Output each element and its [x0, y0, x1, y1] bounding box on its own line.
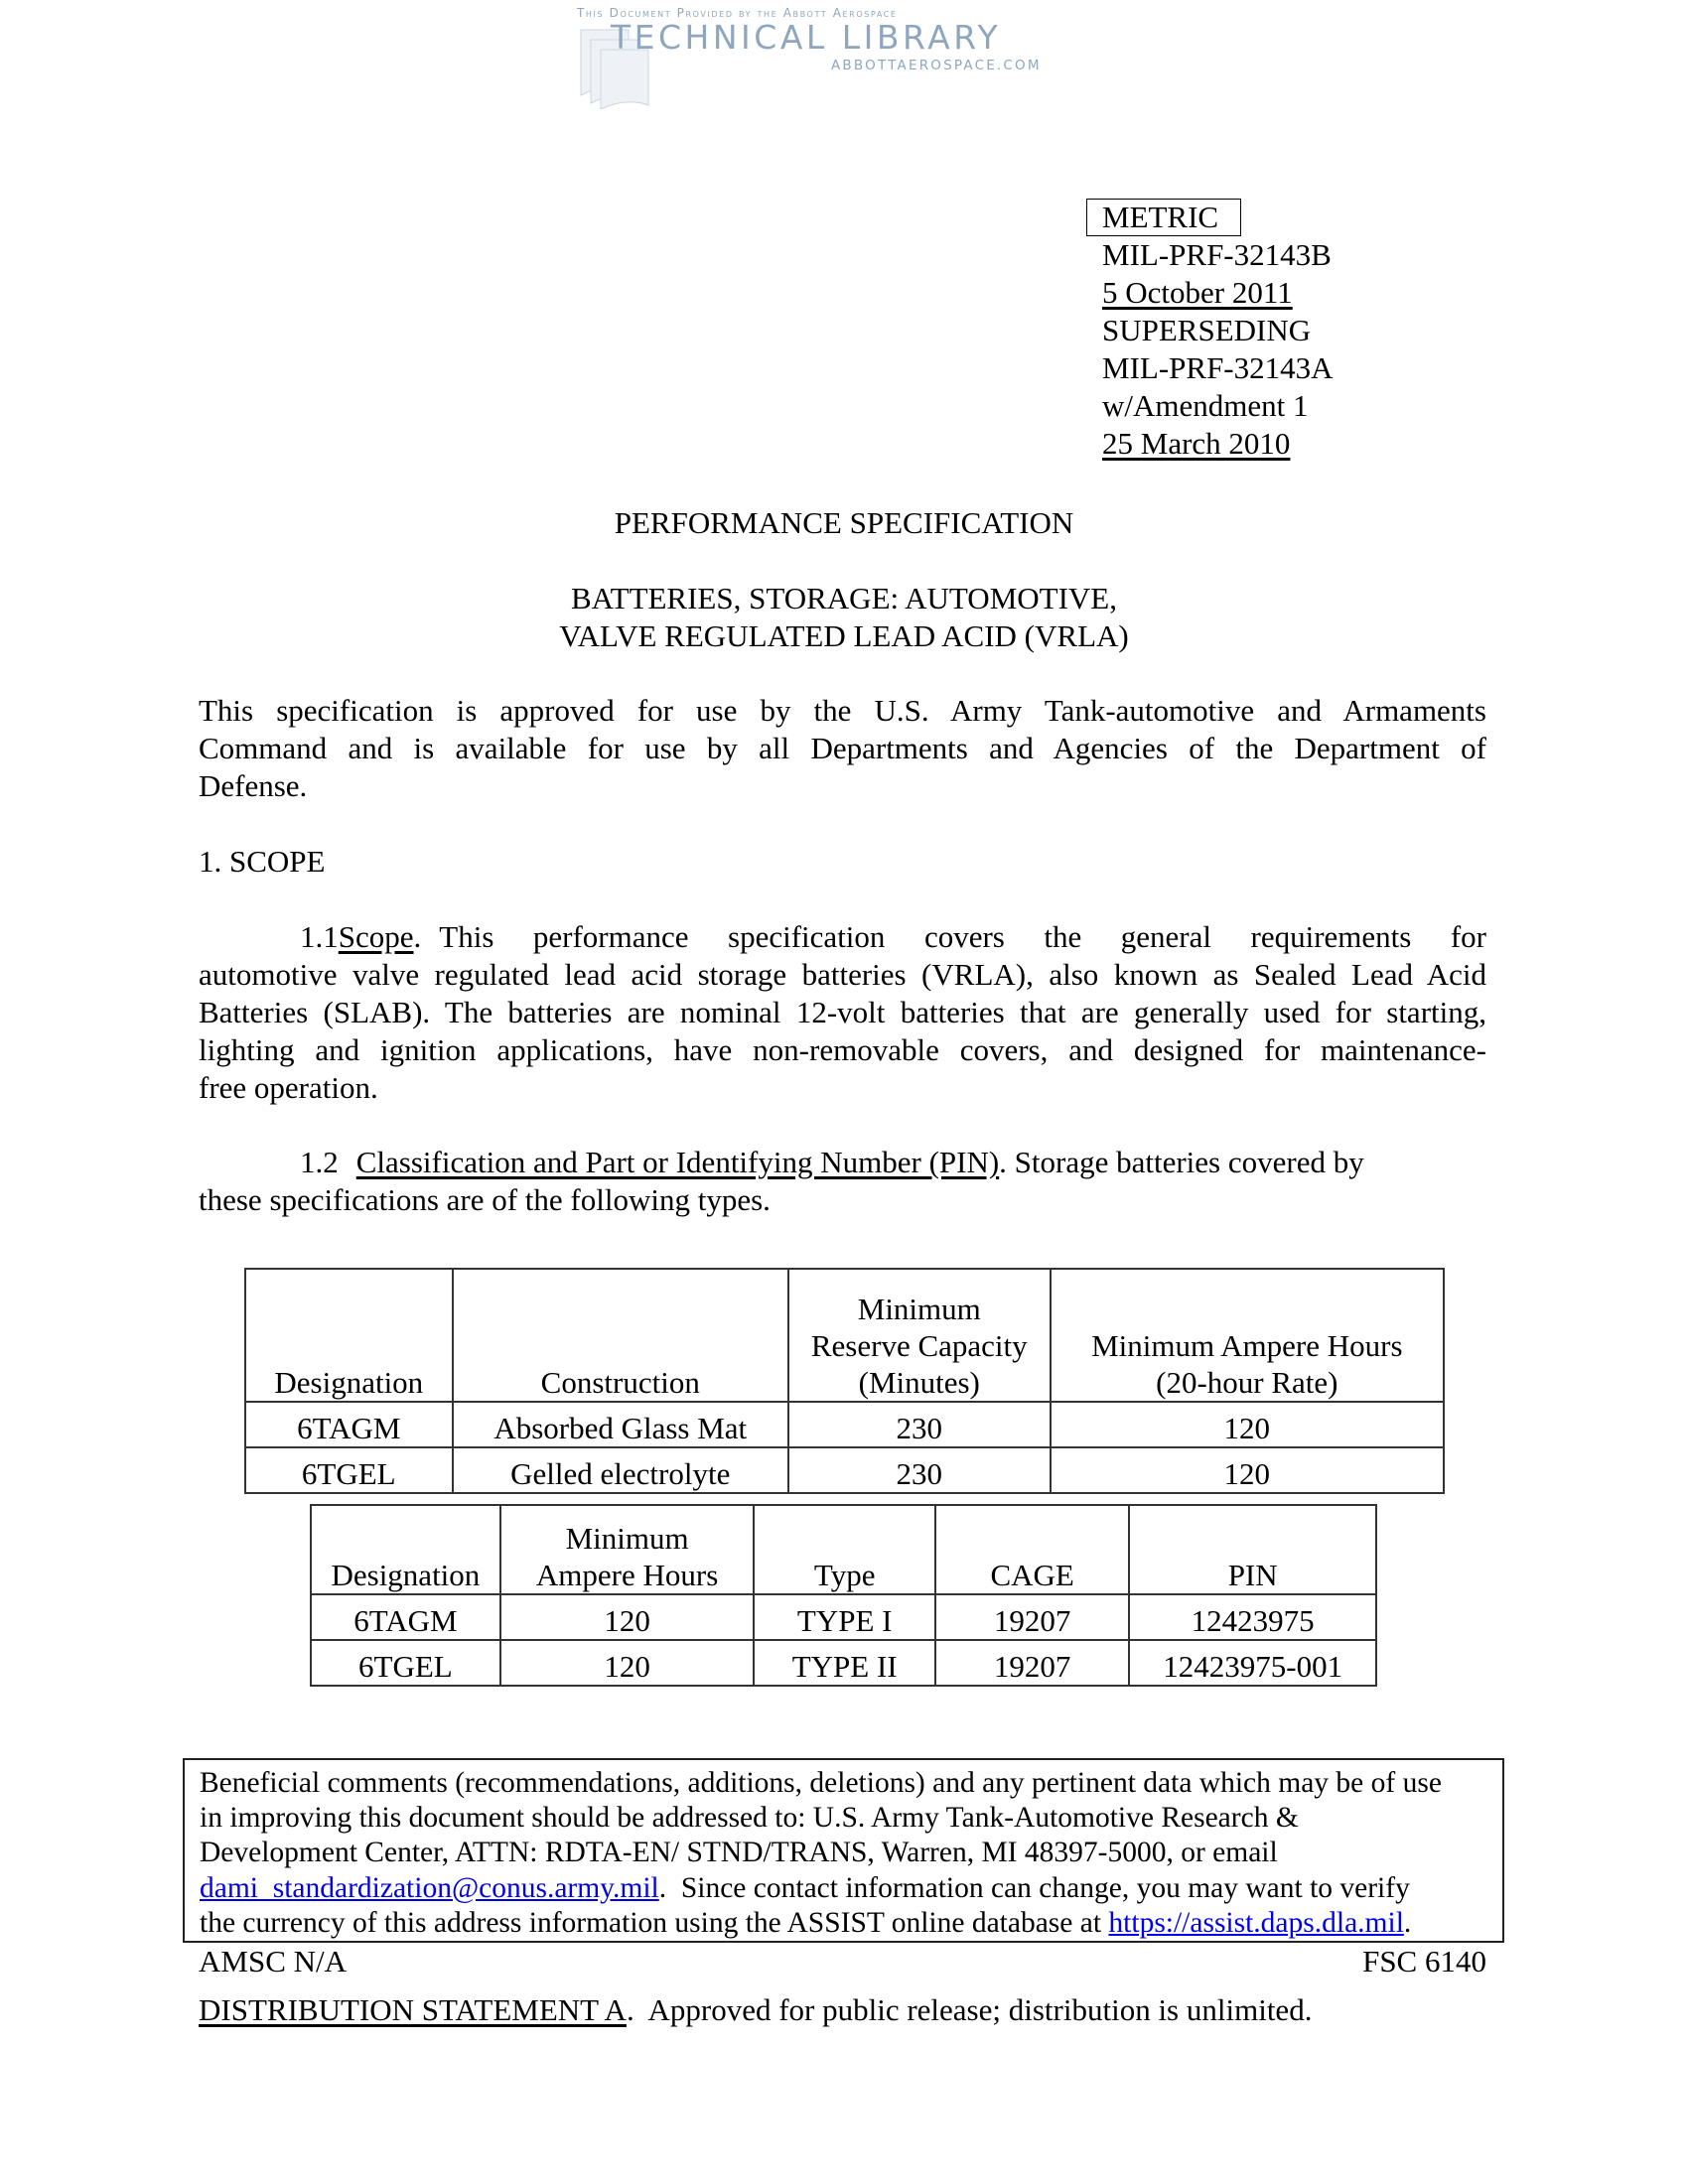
battery-types-table: [244, 1268, 1445, 1494]
section-text: these specifications are of the following types.: [199, 1182, 771, 1217]
cell-construction: Gelled electrolyte: [453, 1447, 788, 1493]
superseding-label: SUPERSEDING: [1102, 313, 1312, 347]
title-line-2: VALVE REGULATED LEAD ACID (VRLA): [559, 618, 1129, 653]
cell-type: TYPE II: [754, 1640, 935, 1686]
cell-cage: 19207: [935, 1594, 1129, 1640]
cell-ampere-hours: 120: [1051, 1402, 1444, 1447]
amendment-label: w/Amendment 1: [1102, 388, 1309, 423]
battery-pin-table: [310, 1504, 1377, 1687]
section-text: This performance specification covers the general requirements for: [439, 919, 1486, 954]
section-title: Classification and Part or Identifying Number (PIN): [355, 1145, 1000, 1179]
section-1-2-first-line: [199, 1144, 1486, 1181]
header-reserve-capacity: Minimum Reserve Capacity (Minutes): [788, 1269, 1051, 1402]
section-heading-scope: 1. SCOPE: [199, 844, 326, 879]
cell-ampere-hours: 120: [500, 1640, 755, 1686]
distribution-statement: [199, 1991, 1312, 2029]
email-link[interactable]: dami_standardization@conus.army.mil: [200, 1871, 659, 1904]
distribution-text: . Approved for public release; distribution is unlimited.: [626, 1992, 1313, 2027]
section-title: Scope: [338, 919, 414, 954]
document-identification-block: [1102, 199, 1334, 463]
section-text: . Storage batteries covered by: [999, 1145, 1364, 1179]
approval-line: Command and is available for use by all Departments and Agencies of the Department of: [199, 731, 1486, 765]
section-number: 1.2: [300, 1145, 339, 1179]
distribution-label: DISTRIBUTION STATEMENT A: [199, 1992, 627, 2027]
approval-line: Defense.: [199, 768, 308, 803]
section-text: automotive valve regulated lead acid storage batteries (VRLA), also known as Sealed Lead Acid: [199, 957, 1486, 992]
cell-designation: 6TGEL: [311, 1640, 500, 1686]
cell-cage: 19207: [935, 1640, 1129, 1686]
cell-ampere-hours: 120: [500, 1594, 755, 1640]
watermark-abbott-technical-library: [571, 2, 1087, 111]
watermark-website: ABBOTTAEROSPACE.COM: [831, 58, 1042, 73]
section-number: 1.1: [300, 919, 339, 954]
cell-pin: 12423975: [1129, 1594, 1376, 1640]
header-ampere-hours: Minimum Ampere Hours (20-hour Rate): [1051, 1269, 1444, 1402]
cell-pin: 12423975-001: [1129, 1640, 1376, 1686]
header-designation: Designation: [245, 1269, 453, 1402]
section-1-2-classification: [199, 1144, 1486, 1219]
table-row: [311, 1594, 1376, 1640]
cell-designation: 6TAGM: [311, 1594, 500, 1640]
header-pin: PIN: [1129, 1505, 1376, 1594]
table-header-row: [311, 1505, 1376, 1594]
document-id: MIL-PRF-32143B: [1102, 237, 1332, 272]
table-header-row: [245, 1269, 1444, 1402]
cell-reserve-capacity: 230: [788, 1402, 1051, 1447]
document-date: 5 October 2011: [1102, 275, 1293, 310]
approval-line: This specification is approved for use by the U.S. Army Tank-automotive and Armaments: [199, 693, 1486, 728]
header-type: Type: [754, 1505, 935, 1594]
fsc-label: FSC 6140: [1362, 1944, 1486, 1979]
header-designation: Designation: [311, 1505, 500, 1594]
cell-type: TYPE I: [754, 1594, 935, 1640]
comments-line: in improving this document should be addressed to: U.S. Army Tank-Automotive Research &: [200, 1802, 1299, 1835]
metric-label: METRIC: [1102, 200, 1219, 234]
section-1-1-first-line: 1.1 Scope. This performance specification covers the general requirements for: [300, 919, 1486, 954]
comments-text: .: [1403, 1906, 1412, 1939]
section-text: Batteries (SLAB). The batteries are nominal 12-volt batteries that are generally used for starting,: [199, 995, 1486, 1029]
comments-text: . Since contact information can change, you may want to verify: [658, 1871, 1410, 1904]
section-text: free operation.: [199, 1070, 378, 1105]
watermark-technical-library: TECHNICAL LIBRARY: [611, 18, 1002, 57]
superseded-document-id: MIL-PRF-32143A: [1102, 350, 1334, 385]
watermark-provided-by: This Document Provided by the Abbott Aerospace: [577, 6, 898, 20]
beneficial-comments-box: [183, 1758, 1504, 1943]
cell-reserve-capacity: 230: [788, 1447, 1051, 1493]
cell-ampere-hours: 120: [1051, 1447, 1444, 1493]
comments-line: Beneficial comments (recommendations, additions, deletions) and any pertinent data which may be of use: [200, 1767, 1442, 1799]
superseded-date: 25 March 2010: [1102, 426, 1291, 461]
table-row: [245, 1402, 1444, 1447]
table-row: [245, 1447, 1444, 1493]
approval-paragraph: [199, 692, 1486, 805]
header-min-ampere-hours: Minimum Ampere Hours: [500, 1505, 755, 1594]
table-row: [311, 1640, 1376, 1686]
section-text: lighting and ignition applications, have non-removable covers, and designed for maintenance-: [199, 1032, 1486, 1067]
header-construction: Construction: [453, 1269, 788, 1402]
cell-construction: Absorbed Glass Mat: [453, 1402, 788, 1447]
cell-designation: 6TAGM: [245, 1402, 453, 1447]
header-cage: CAGE: [935, 1505, 1129, 1594]
amsc-label: AMSC N/A: [199, 1944, 348, 1979]
section-1-1-scope: [199, 918, 1486, 1107]
cell-designation: 6TGEL: [245, 1447, 453, 1493]
assist-url-link[interactable]: https://assist.daps.dla.mil: [1108, 1906, 1404, 1939]
specification-type: PERFORMANCE SPECIFICATION: [614, 505, 1074, 540]
title-line-1: BATTERIES, STORAGE: AUTOMOTIVE,: [571, 581, 1117, 615]
comments-line: Development Center, ATTN: RDTA-EN/ STND/TRANS, Warren, MI 48397-5000, or email: [200, 1837, 1278, 1869]
comments-text: the currency of this address information using the ASSIST online database at: [200, 1906, 1109, 1939]
